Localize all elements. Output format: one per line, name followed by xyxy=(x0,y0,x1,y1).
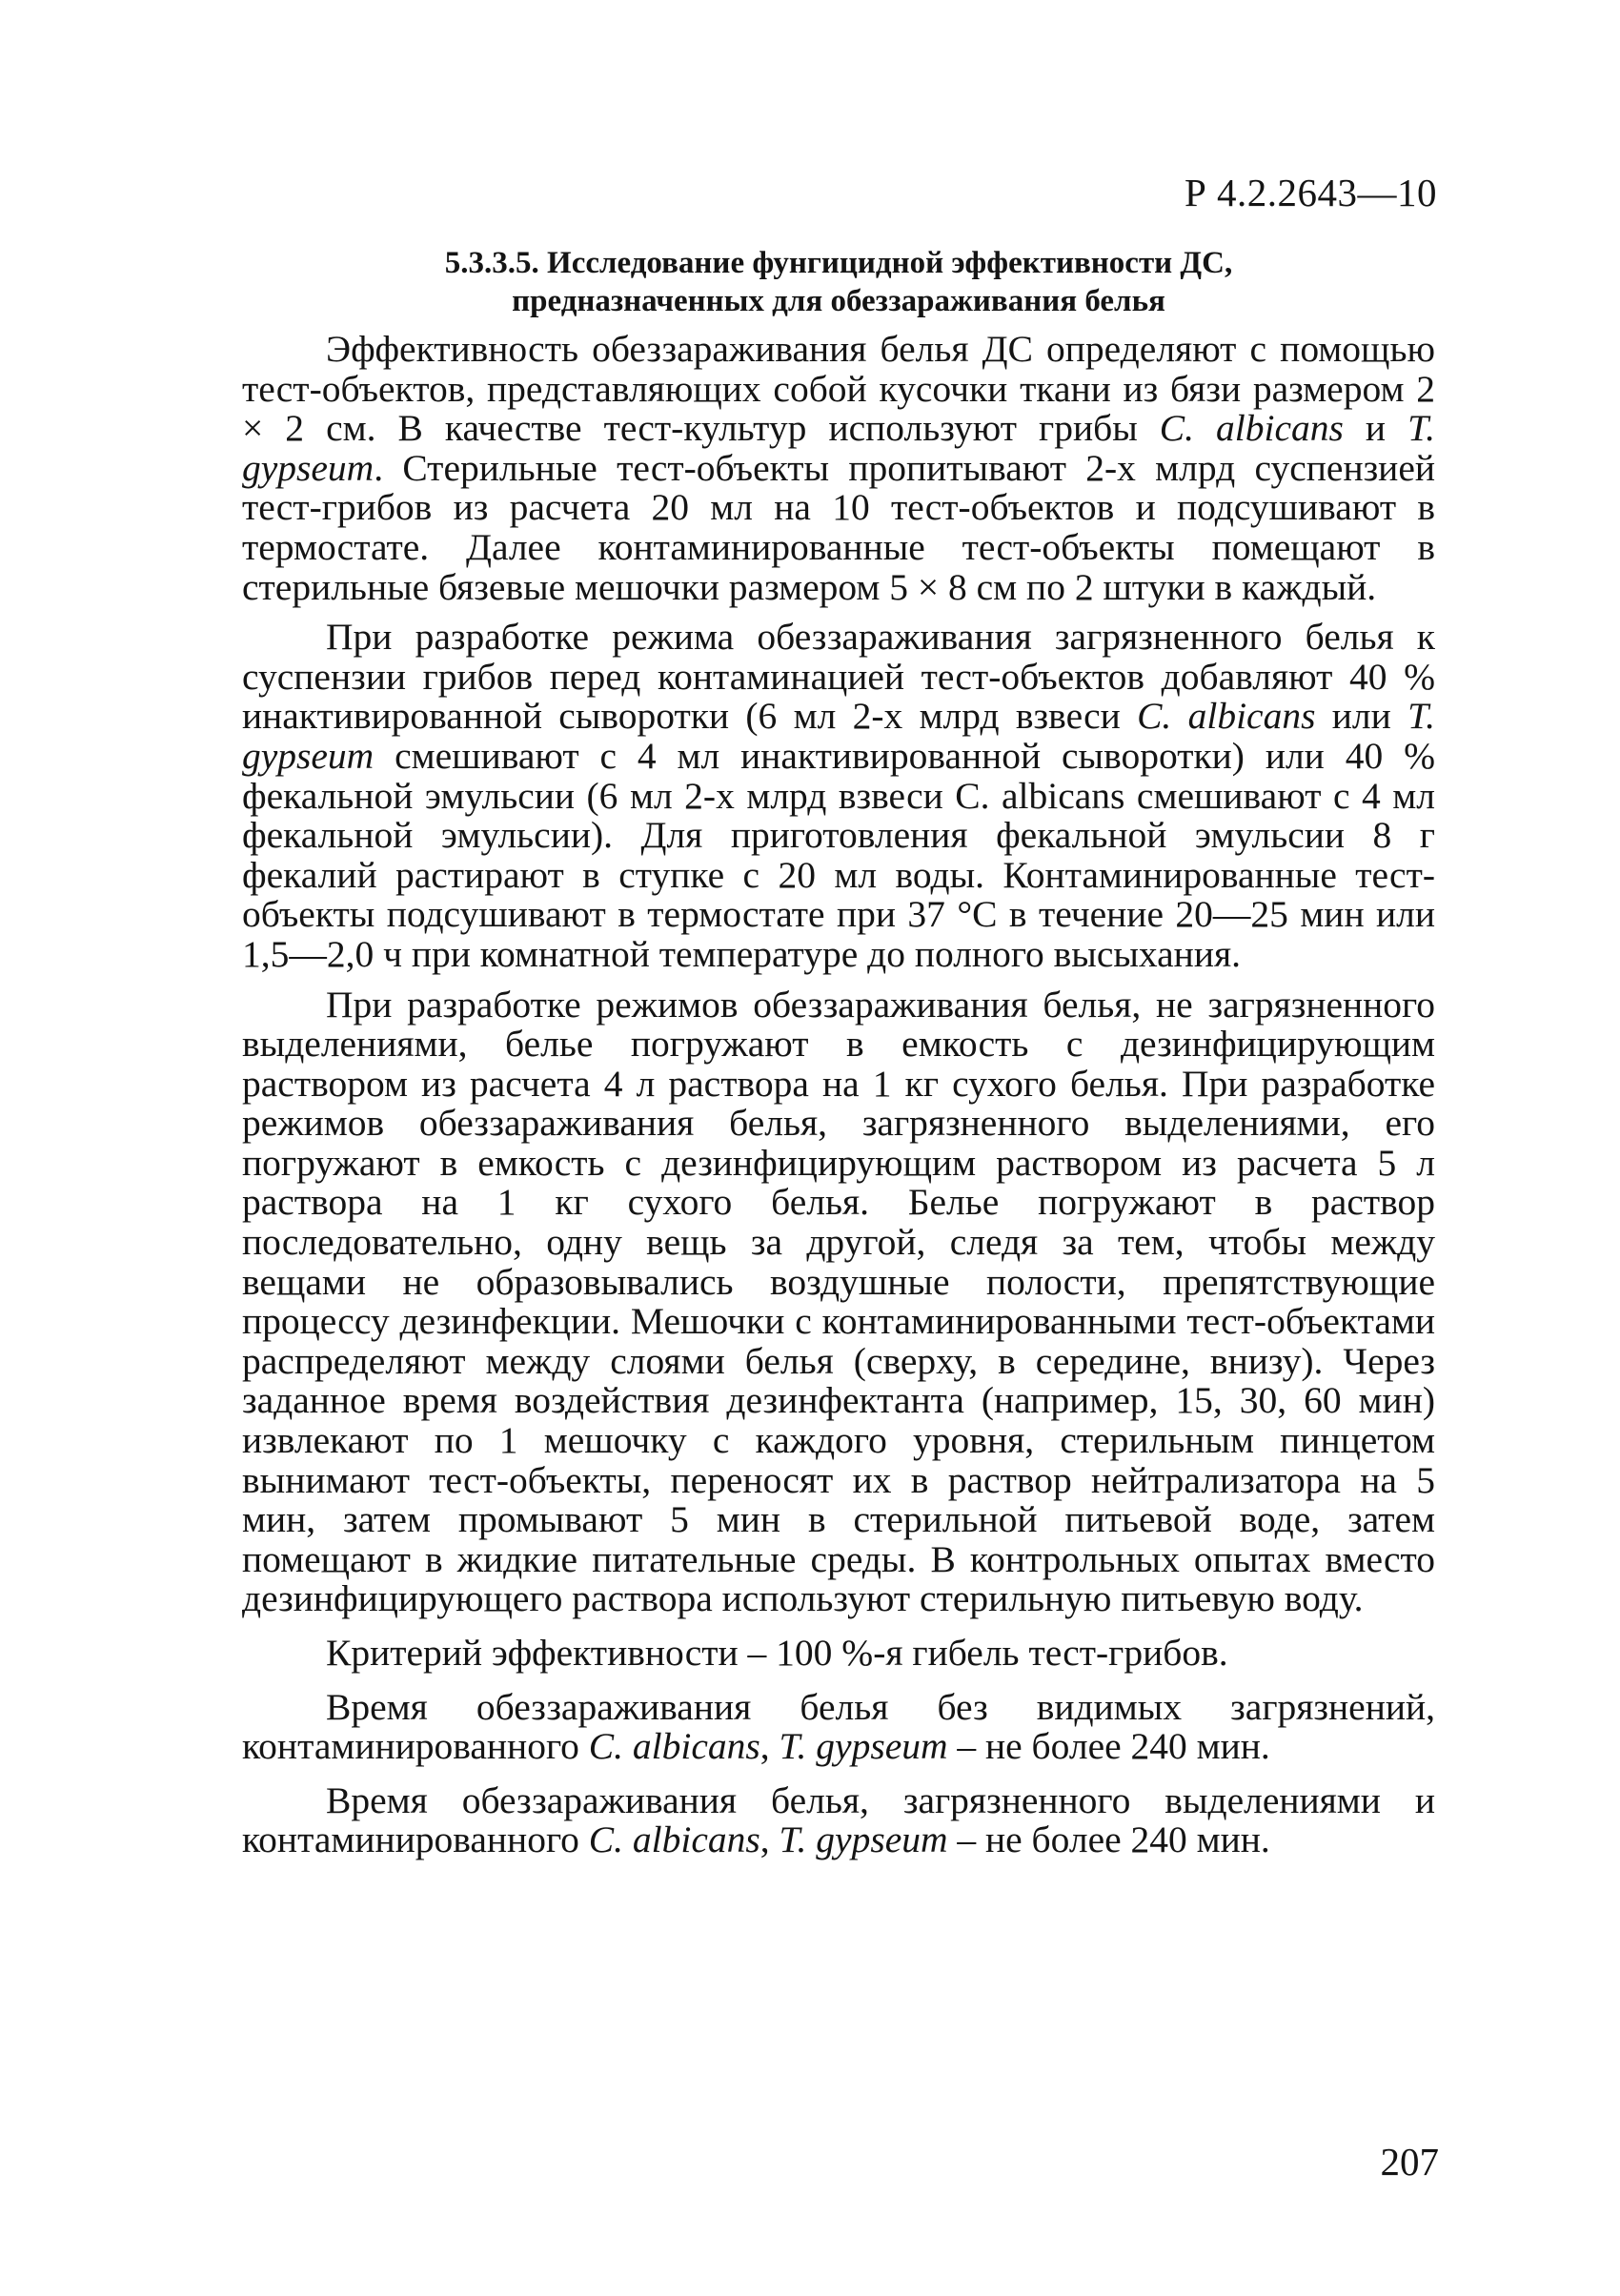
paragraph-text: При разработке режима обеззараживания загрязненного белья к суспензии грибов перед контаминацией тест-объектов добавляют 40 % инактивированной сыворотки (6 мл 2-х млрд взвеси xyxy=(242,616,1435,738)
species-name: T. gypseum xyxy=(779,1819,948,1861)
paragraph-procedure: При разработке режимов обеззараживания белья, не загрязненного выделениями, белье погружают в емкость с дезинфицирующим раствором из расчета 4 л раствора на 1 кг сухого белья. При разработке режимов обеззараживания белья, загрязненного выделениями, его погружают в емкость с дезинфицирующим раствором из расчета 5 л раствора на 1 кг сухого белья. Белье погружают в раствор последовательно, одну вещь за другой, следя за тем, чтобы между вещами не образовывались воздушные полости, препятствующие процессу дезинфекции. Мешочки с контаминированными тест-объектами распределяют между слоями белья (сверху, в середине, внизу). Через заданное время воздействия дезинфектанта (например, 15, 30, 60 мин) извлекают по 1 мешочку с каждого уровня, стерильным пинцетом вынимают тест-объекты, переносят их в раствор нейтрализатора на 5 мин, затем промывают 5 мин в стерильной питьевой воде, затем помещают в жидкие питательные среды. В контрольных опытах вместо дезинфицирующего раствора используют стерильную питьевую воду. xyxy=(242,983,1435,1620)
paragraph-text: Эффективность обеззараживания белья ДС определяют с помощью тест-объектов, представляющих собой кусочки ткани из бязи размером 2 × 2 см. В качестве тест-культур используют грибы xyxy=(242,328,1435,450)
paragraph-text: , xyxy=(759,1819,780,1861)
species-name: C. albicans xyxy=(588,1819,760,1861)
section-heading xyxy=(242,244,1435,320)
paragraph-soiled-linen xyxy=(242,618,1435,974)
body-text xyxy=(242,330,1435,1860)
section-heading-line-1: 5.3.3.5. Исследование фунгицидной эффективности ДС, xyxy=(444,246,1233,280)
paragraph-time-soiled xyxy=(242,1778,1435,1861)
paragraph-text: – не более 240 мин. xyxy=(947,1819,1270,1861)
paragraph-text: смешивают с 4 мл инактивированной сыворотки) или 40 % фекальной эмульсии (6 мл 2-х млрд взвеси C. albicans смешивают с 4 мл фекальной эмульсии). Для приготовления фекальной эмульсии 8 г фекалий растирают в ступке с 20 мл воды. Контаминированные тест-объекты подсушивают в термостате при 37 °С в течение 20—25 мин или 1,5—2,0 ч при комнатной температуре до полного высыхания. xyxy=(242,734,1435,975)
section-heading-line-2: предназначенных для обеззараживания белья xyxy=(512,284,1165,318)
paragraph-text: или xyxy=(1315,695,1408,738)
paragraph-criterion: Критерий эффективности – 100 %-я гибель тест-грибов. xyxy=(326,1632,1228,1674)
paragraph-test-objects xyxy=(242,330,1435,607)
paragraph-time-clean xyxy=(242,1685,1435,1768)
species-name: T. gypseum xyxy=(242,695,1435,777)
paragraph-text: Время обеззараживания белья без видимых загрязнений, контаминированного xyxy=(242,1685,1435,1768)
species-name: C. albicans xyxy=(588,1725,760,1768)
species-name: T. gypseum xyxy=(779,1725,948,1768)
paragraph-text: – не более 240 мин. xyxy=(947,1725,1270,1768)
paragraph-text: и xyxy=(1343,407,1408,450)
paragraph-text: Время обеззараживания белья, загрязненного выделениями и контаминированного xyxy=(242,1778,1435,1861)
paragraph-text: . Стерильные тест-объекты пропитывают 2-х млрд суспензией тест-грибов из расчета 20 мл на 10 тест-объектов и подсушивают в термостате. Далее контаминированные тест-объекты помещают в стерильные бязевые мешочки размером 5 × 8 см по 2 штуки в каждый. xyxy=(242,446,1435,608)
document-code: Р 4.2.2643—10 xyxy=(1184,171,1437,214)
page-number: 207 xyxy=(1380,2140,1439,2184)
paragraph-text: , xyxy=(759,1725,780,1768)
species-name: C. albicans xyxy=(1159,407,1344,450)
species-name: T. gypseum xyxy=(242,407,1436,489)
species-name: C. albicans xyxy=(1137,695,1316,738)
